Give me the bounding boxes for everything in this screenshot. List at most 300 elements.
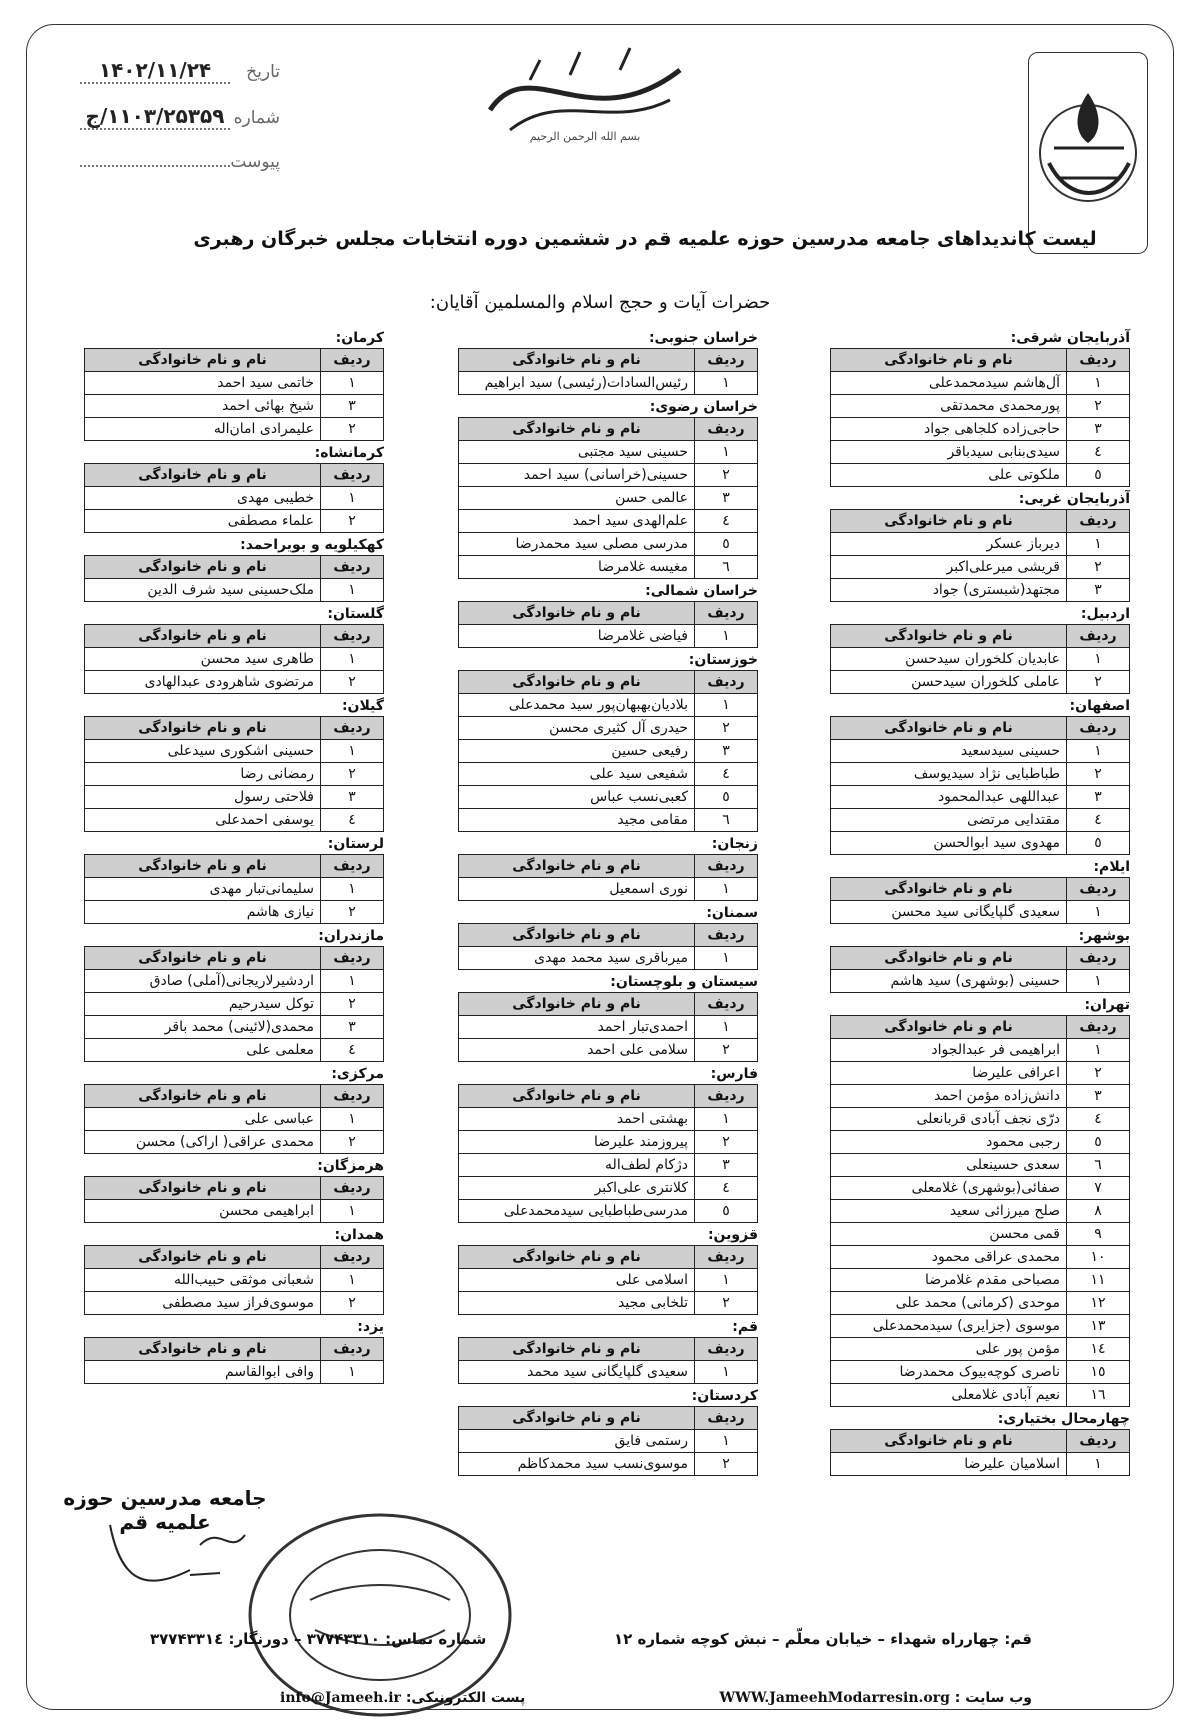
header-full-name: نام و نام خانوادگی	[459, 349, 695, 372]
candidate-name: دانش‌زاده مؤمن احمد	[831, 1085, 1067, 1108]
row-number: ۱۱	[1067, 1269, 1130, 1292]
row-number: ۱	[321, 1361, 384, 1384]
candidate-name: معلمی علی	[85, 1039, 321, 1062]
row-number: ۱	[695, 372, 758, 395]
row-number: ٤	[1067, 1108, 1130, 1131]
basmala-calligraphy	[470, 40, 700, 150]
province-heading: آذربایجان شرقی:	[1010, 330, 1130, 346]
date-label: تاریخ	[246, 62, 280, 82]
table-row	[831, 648, 1130, 671]
row-number: ۱	[1067, 533, 1130, 556]
table-row	[831, 1108, 1130, 1131]
candidate-name: محمدی(لائینی) محمد باقر	[85, 1016, 321, 1039]
candidate-name: سعیدی گلپایگانی سید محمد	[459, 1361, 695, 1384]
candidate-name: شفیعی سید علی	[459, 763, 695, 786]
candidate-name: مهدوی سید ابوالحسن	[831, 832, 1067, 855]
header-row-number: ردیف	[1067, 349, 1130, 372]
table-header-row	[831, 947, 1130, 970]
row-number: ۲	[321, 993, 384, 1016]
header-full-name: نام و نام خانوادگی	[459, 1085, 695, 1108]
table-row	[459, 625, 758, 648]
row-number: ۷	[1067, 1177, 1130, 1200]
table-row	[85, 510, 384, 533]
table-row	[459, 947, 758, 970]
candidate-name: محمدی عراقی( اراکی) محسن	[85, 1131, 321, 1154]
header-full-name: نام و نام خانوادگی	[459, 1407, 695, 1430]
table-row	[85, 763, 384, 786]
row-number: ۲	[321, 671, 384, 694]
row-number: ۱	[695, 625, 758, 648]
header-full-name: نام و نام خانوادگی	[459, 1246, 695, 1269]
table-row	[85, 809, 384, 832]
candidate-name: پورمحمدی محمدتقی	[831, 395, 1067, 418]
table-row	[85, 970, 384, 993]
province-table	[458, 992, 758, 1062]
table-row	[459, 878, 758, 901]
province-table	[830, 624, 1130, 694]
candidate-name: موسوی (جزایری) سیدمحمدعلی	[831, 1315, 1067, 1338]
province-heading: آذربایجان غربی:	[1018, 491, 1130, 507]
candidate-name: اردشیرلاریجانی(آملی) صادق	[85, 970, 321, 993]
province-table	[830, 946, 1130, 993]
header-full-name: نام و نام خانوادگی	[85, 1085, 321, 1108]
candidate-name: وافی ابوالقاسم	[85, 1361, 321, 1384]
row-number: ۲	[1067, 763, 1130, 786]
table-row	[85, 1016, 384, 1039]
table-row	[831, 740, 1130, 763]
row-number: ۱	[321, 648, 384, 671]
row-number: ٦	[695, 556, 758, 579]
row-number: ۳	[695, 1154, 758, 1177]
row-number: ۱	[321, 970, 384, 993]
table-row	[459, 556, 758, 579]
date-field	[70, 58, 280, 84]
row-number: ۲	[695, 1039, 758, 1062]
province-table	[458, 1084, 758, 1223]
row-number: ۱	[695, 1016, 758, 1039]
header-full-name: نام و نام خانوادگی	[85, 1246, 321, 1269]
header-row-number: ردیف	[695, 602, 758, 625]
footer-website	[719, 1690, 1032, 1706]
row-number: ۳	[1067, 579, 1130, 602]
row-number: ۱	[695, 441, 758, 464]
header-row-number: ردیف	[321, 717, 384, 740]
candidate-name: اعرافی علیرضا	[831, 1062, 1067, 1085]
province-heading: گیلان:	[341, 698, 384, 714]
province-table	[458, 854, 758, 901]
website-link[interactable]: WWW.JameehModarresin.org	[719, 1690, 950, 1706]
table-row	[459, 1039, 758, 1062]
table-row	[459, 464, 758, 487]
candidate-name: قریشی میرعلی‌اکبر	[831, 556, 1067, 579]
province-heading: قم:	[732, 1319, 758, 1335]
table-header-row	[831, 625, 1130, 648]
header-row-number: ردیف	[321, 464, 384, 487]
table-row	[459, 441, 758, 464]
table-header-row	[831, 1016, 1130, 1039]
header-full-name: نام و نام خانوادگی	[85, 625, 321, 648]
table-header-row	[459, 1246, 758, 1269]
column-right	[830, 328, 1130, 1478]
candidate-name: نیازی هاشم	[85, 901, 321, 924]
row-number: ۱	[321, 1108, 384, 1131]
table-row	[831, 1246, 1130, 1269]
header-full-name: نام و نام خانوادگی	[85, 717, 321, 740]
candidate-name: یوسفی احمدعلی	[85, 809, 321, 832]
candidate-name: مصباحی مقدم غلامرضا	[831, 1269, 1067, 1292]
province-table	[84, 555, 384, 602]
header-full-name: نام و نام خانوادگی	[831, 878, 1067, 901]
table-row	[85, 487, 384, 510]
province-heading: کردستان:	[691, 1388, 758, 1404]
number-value: ۱۱۰۳/۲۵۳۵۹/ج	[80, 104, 230, 130]
email-label: پست الکترونیکی:	[405, 1690, 526, 1706]
candidate-name: مقتدایی مرتضی	[831, 809, 1067, 832]
table-header-row	[85, 717, 384, 740]
row-number: ٤	[695, 1177, 758, 1200]
candidate-name: اسلامیان علیرضا	[831, 1453, 1067, 1476]
province-heading: همدان:	[334, 1227, 384, 1243]
province-heading: کهکیلویه و بویراحمد:	[240, 537, 384, 553]
row-number: ۲	[321, 763, 384, 786]
candidate-name: قمی محسن	[831, 1223, 1067, 1246]
number-field	[70, 104, 280, 130]
table-header-row	[85, 1085, 384, 1108]
province-heading: قزوین:	[707, 1227, 758, 1243]
handwritten-signature	[100, 1515, 250, 1605]
header-full-name: نام و نام خانوادگی	[831, 1430, 1067, 1453]
row-number: ۲	[695, 1292, 758, 1315]
candidate-name: موسوی‌فراز سید مصطفی	[85, 1292, 321, 1315]
province-table	[84, 946, 384, 1062]
province-table	[84, 1337, 384, 1384]
province-table	[458, 1337, 758, 1384]
row-number: ۱	[695, 694, 758, 717]
candidate-name: عباسی علی	[85, 1108, 321, 1131]
header-full-name: نام و نام خانوادگی	[459, 855, 695, 878]
header-full-name: نام و نام خانوادگی	[85, 349, 321, 372]
email-link[interactable]: info@Jameeh.ir	[280, 1690, 401, 1706]
header-row-number: ردیف	[1067, 878, 1130, 901]
province-table	[84, 716, 384, 832]
row-number: ۳	[695, 487, 758, 510]
header-full-name: نام و نام خانوادگی	[459, 602, 695, 625]
province-heading: سیستان و بلوچستان:	[610, 974, 758, 990]
candidate-name: میرباقری سید محمد مهدی	[459, 947, 695, 970]
table-row	[459, 1131, 758, 1154]
row-number: ۱	[321, 579, 384, 602]
candidate-name: مؤمن پور علی	[831, 1338, 1067, 1361]
candidate-name: سلامی علی احمد	[459, 1039, 695, 1062]
province-table	[458, 348, 758, 395]
table-header-row	[85, 855, 384, 878]
candidate-name: دژکام لطف‌اله	[459, 1154, 695, 1177]
candidate-name: عاملی کلخوران سیدحسن	[831, 671, 1067, 694]
header-full-name: نام و نام خانوادگی	[831, 947, 1067, 970]
table-row	[831, 1062, 1130, 1085]
row-number: ۲	[1067, 1062, 1130, 1085]
basmala-text: بسم الله الرحمن الرحیم	[529, 130, 641, 143]
table-row	[831, 1361, 1130, 1384]
province-table	[458, 1245, 758, 1315]
column-middle	[458, 328, 758, 1478]
province-heading: اردبیل:	[1080, 606, 1130, 622]
header-row-number: ردیف	[695, 1407, 758, 1430]
candidate-name: عبداللهی عبدالمحمود	[831, 786, 1067, 809]
table-row	[459, 1430, 758, 1453]
header-row-number: ردیف	[321, 625, 384, 648]
row-number: ٤	[1067, 441, 1130, 464]
row-number: ۳	[1067, 786, 1130, 809]
table-header-row	[85, 625, 384, 648]
province-heading: گلستان:	[327, 606, 384, 622]
row-number: ٥	[1067, 1131, 1130, 1154]
candidate-name: سیدی‌بنابی سیدباقر	[831, 441, 1067, 464]
candidate-name: مدرسی مصلی سید محمدرضا	[459, 533, 695, 556]
row-number: ۱	[1067, 648, 1130, 671]
table-row	[459, 533, 758, 556]
province-table	[830, 509, 1130, 602]
table-row	[459, 1292, 758, 1315]
table-header-row	[459, 924, 758, 947]
table-row	[85, 740, 384, 763]
header-full-name: نام و نام خانوادگی	[85, 855, 321, 878]
table-row	[85, 1361, 384, 1384]
row-number: ۱۲	[1067, 1292, 1130, 1315]
table-header-row	[85, 556, 384, 579]
province-table	[84, 854, 384, 924]
table-row	[831, 671, 1130, 694]
row-number: ۱	[321, 878, 384, 901]
candidate-name: نعیم آبادی غلامعلی	[831, 1384, 1067, 1407]
candidate-name: توکل سیدرحیم	[85, 993, 321, 1016]
table-row	[459, 1154, 758, 1177]
attachment-label: پیوست	[230, 152, 280, 172]
table-row	[831, 395, 1130, 418]
table-header-row	[85, 464, 384, 487]
table-row	[831, 579, 1130, 602]
table-row	[85, 1292, 384, 1315]
table-header-row	[459, 418, 758, 441]
province-heading: لرستان:	[327, 836, 384, 852]
row-number: ۱	[695, 878, 758, 901]
table-row	[85, 993, 384, 1016]
table-row	[831, 1177, 1130, 1200]
candidate-name: کعبی‌نسب عباس	[459, 786, 695, 809]
candidate-name: درّی نجف آبادی قربانعلی	[831, 1108, 1067, 1131]
table-header-row	[831, 878, 1130, 901]
province-table	[830, 716, 1130, 855]
province-heading: یزد:	[357, 1319, 384, 1335]
province-heading: زنجان:	[711, 836, 758, 852]
table-row	[85, 901, 384, 924]
table-row	[459, 1361, 758, 1384]
candidate-name: حاجی‌زاده کلجاهی جواد	[831, 418, 1067, 441]
table-row	[85, 1131, 384, 1154]
row-number: ۱٦	[1067, 1384, 1130, 1407]
row-number: ۱	[695, 947, 758, 970]
province-heading: بوشهر:	[1078, 928, 1130, 944]
province-heading: تهران:	[1084, 997, 1130, 1013]
candidate-name: شعبانی موثقی حبیب‌الله	[85, 1269, 321, 1292]
row-number: ۲	[321, 1292, 384, 1315]
province-table	[830, 1429, 1130, 1476]
table-row	[831, 441, 1130, 464]
table-row	[85, 1200, 384, 1223]
table-row	[459, 1200, 758, 1223]
row-number: ٤	[321, 1039, 384, 1062]
table-header-row	[459, 1338, 758, 1361]
row-number: ۱۳	[1067, 1315, 1130, 1338]
province-table	[458, 601, 758, 648]
row-number: ۲	[1067, 556, 1130, 579]
row-number: ۱	[321, 372, 384, 395]
candidate-name: طاهری سید محسن	[85, 648, 321, 671]
candidate-name: عابدیان کلخوران سیدحسن	[831, 648, 1067, 671]
row-number: ۳	[321, 786, 384, 809]
header-full-name: نام و نام خانوادگی	[85, 1338, 321, 1361]
header-full-name: نام و نام خانوادگی	[85, 464, 321, 487]
table-row	[831, 786, 1130, 809]
candidate-name: اسلامی علی	[459, 1269, 695, 1292]
header-row-number: ردیف	[1067, 717, 1130, 740]
header-row-number: ردیف	[321, 1246, 384, 1269]
candidate-name: رستمی فایق	[459, 1430, 695, 1453]
row-number: ۱	[695, 1269, 758, 1292]
footer-address: قم: چهارراه شهداء – خیابان معلّم – نبش کوچه شماره ۱۲	[613, 1630, 1032, 1648]
row-number: ۱	[695, 1430, 758, 1453]
header-full-name: نام و نام خانوادگی	[831, 625, 1067, 648]
province-table	[458, 1406, 758, 1476]
table-row	[831, 1292, 1130, 1315]
candidate-name: حسینی(خراسانی) سید احمد	[459, 464, 695, 487]
province-table	[84, 624, 384, 694]
table-row	[85, 1269, 384, 1292]
document-title: لیست کاندیداهای جامعه مدرسین حوزه علمیه قم در ششمین دوره انتخابات مجلس خبرگان رهبری	[193, 228, 1097, 250]
header-full-name: نام و نام خانوادگی	[85, 556, 321, 579]
table-row	[85, 1108, 384, 1131]
row-number: ۲	[1067, 671, 1130, 694]
row-number: ٤	[695, 510, 758, 533]
header-row-number: ردیف	[695, 671, 758, 694]
row-number: ۲	[695, 1453, 758, 1476]
province-table	[830, 1015, 1130, 1407]
table-row	[831, 372, 1130, 395]
header-row-number: ردیف	[321, 1085, 384, 1108]
candidate-name: فیاضی غلامرضا	[459, 625, 695, 648]
candidate-name: سعیدی گلپایگانی سید محسن	[831, 901, 1067, 924]
table-header-row	[459, 1085, 758, 1108]
province-heading: ایلام:	[1093, 859, 1130, 875]
table-row	[831, 1085, 1130, 1108]
header-row-number: ردیف	[1067, 1016, 1130, 1039]
row-number: ۳	[321, 395, 384, 418]
candidate-name: مجتهد(شبستری) جواد	[831, 579, 1067, 602]
candidate-name: صفائی(بوشهری) غلامعلی	[831, 1177, 1067, 1200]
row-number: ۲	[1067, 395, 1130, 418]
table-row	[85, 786, 384, 809]
header-row-number: ردیف	[695, 1246, 758, 1269]
province-heading: اصفهان:	[1069, 698, 1130, 714]
header-row-number: ردیف	[695, 924, 758, 947]
table-row	[459, 763, 758, 786]
row-number: ۱	[1067, 901, 1130, 924]
header-row-number: ردیف	[695, 855, 758, 878]
row-number: ۲	[321, 418, 384, 441]
table-row	[85, 372, 384, 395]
candidate-name: رجبی محمود	[831, 1131, 1067, 1154]
row-number: ۸	[1067, 1200, 1130, 1223]
header-full-name: نام و نام خانوادگی	[831, 510, 1067, 533]
row-number: ۱	[1067, 740, 1130, 763]
table-row	[459, 809, 758, 832]
header-full-name: نام و نام خانوادگی	[831, 1016, 1067, 1039]
row-number: ۱	[695, 1108, 758, 1131]
row-number: ٥	[1067, 832, 1130, 855]
candidate-name: رئیس‌السادات(رئیسی) سید ابراهیم	[459, 372, 695, 395]
candidate-name: حیدری آل کثیری محسن	[459, 717, 695, 740]
candidate-name: مرتضوی شاهرودی عبدالهادی	[85, 671, 321, 694]
table-row	[831, 1338, 1130, 1361]
candidate-name: ابراهیمی محسن	[85, 1200, 321, 1223]
row-number: ٤	[695, 763, 758, 786]
header-full-name: نام و نام خانوادگی	[459, 671, 695, 694]
province-table	[830, 877, 1130, 924]
table-row	[85, 671, 384, 694]
header-row-number: ردیف	[1067, 625, 1130, 648]
table-header-row	[459, 349, 758, 372]
column-left	[84, 328, 384, 1386]
table-header-row	[459, 1407, 758, 1430]
header-row-number: ردیف	[321, 556, 384, 579]
candidate-name: طباطبایی نژاد سیدیوسف	[831, 763, 1067, 786]
header-full-name: نام و نام خانوادگی	[459, 924, 695, 947]
row-number: ۳	[695, 740, 758, 763]
date-value: ۱۴۰۲/۱۱/۲۴	[80, 58, 230, 84]
candidate-name: علم‌الهدی سید احمد	[459, 510, 695, 533]
candidate-name: کلانتری علی‌اکبر	[459, 1177, 695, 1200]
header-row-number: ردیف	[695, 1338, 758, 1361]
candidate-name: پیروزمند علیرضا	[459, 1131, 695, 1154]
candidate-name: ملکوتی علی	[831, 464, 1067, 487]
table-row	[831, 832, 1130, 855]
row-number: ۲	[321, 510, 384, 533]
row-number: ۱	[1067, 970, 1130, 993]
province-heading: مرکزی:	[331, 1066, 384, 1082]
row-number: ۳	[321, 1016, 384, 1039]
candidate-name: سلیمانی‌تبار مهدی	[85, 878, 321, 901]
table-row	[459, 740, 758, 763]
table-header-row	[459, 993, 758, 1016]
table-header-row	[831, 510, 1130, 533]
candidate-name: ناصری کوچه‌بیوک محمدرضا	[831, 1361, 1067, 1384]
province-heading: خراسان رضوی:	[649, 399, 758, 415]
organization-emblem	[1028, 52, 1148, 254]
table-row	[831, 1131, 1130, 1154]
table-row	[831, 464, 1130, 487]
table-row	[85, 1039, 384, 1062]
header-row-number: ردیف	[695, 993, 758, 1016]
row-number: ۱	[1067, 1039, 1130, 1062]
table-row	[85, 395, 384, 418]
row-number: ۲	[695, 464, 758, 487]
province-heading: خوزستان:	[688, 652, 758, 668]
header-row-number: ردیف	[695, 349, 758, 372]
header-row-number: ردیف	[695, 1085, 758, 1108]
table-row	[831, 809, 1130, 832]
table-row	[831, 1039, 1130, 1062]
table-row	[85, 648, 384, 671]
